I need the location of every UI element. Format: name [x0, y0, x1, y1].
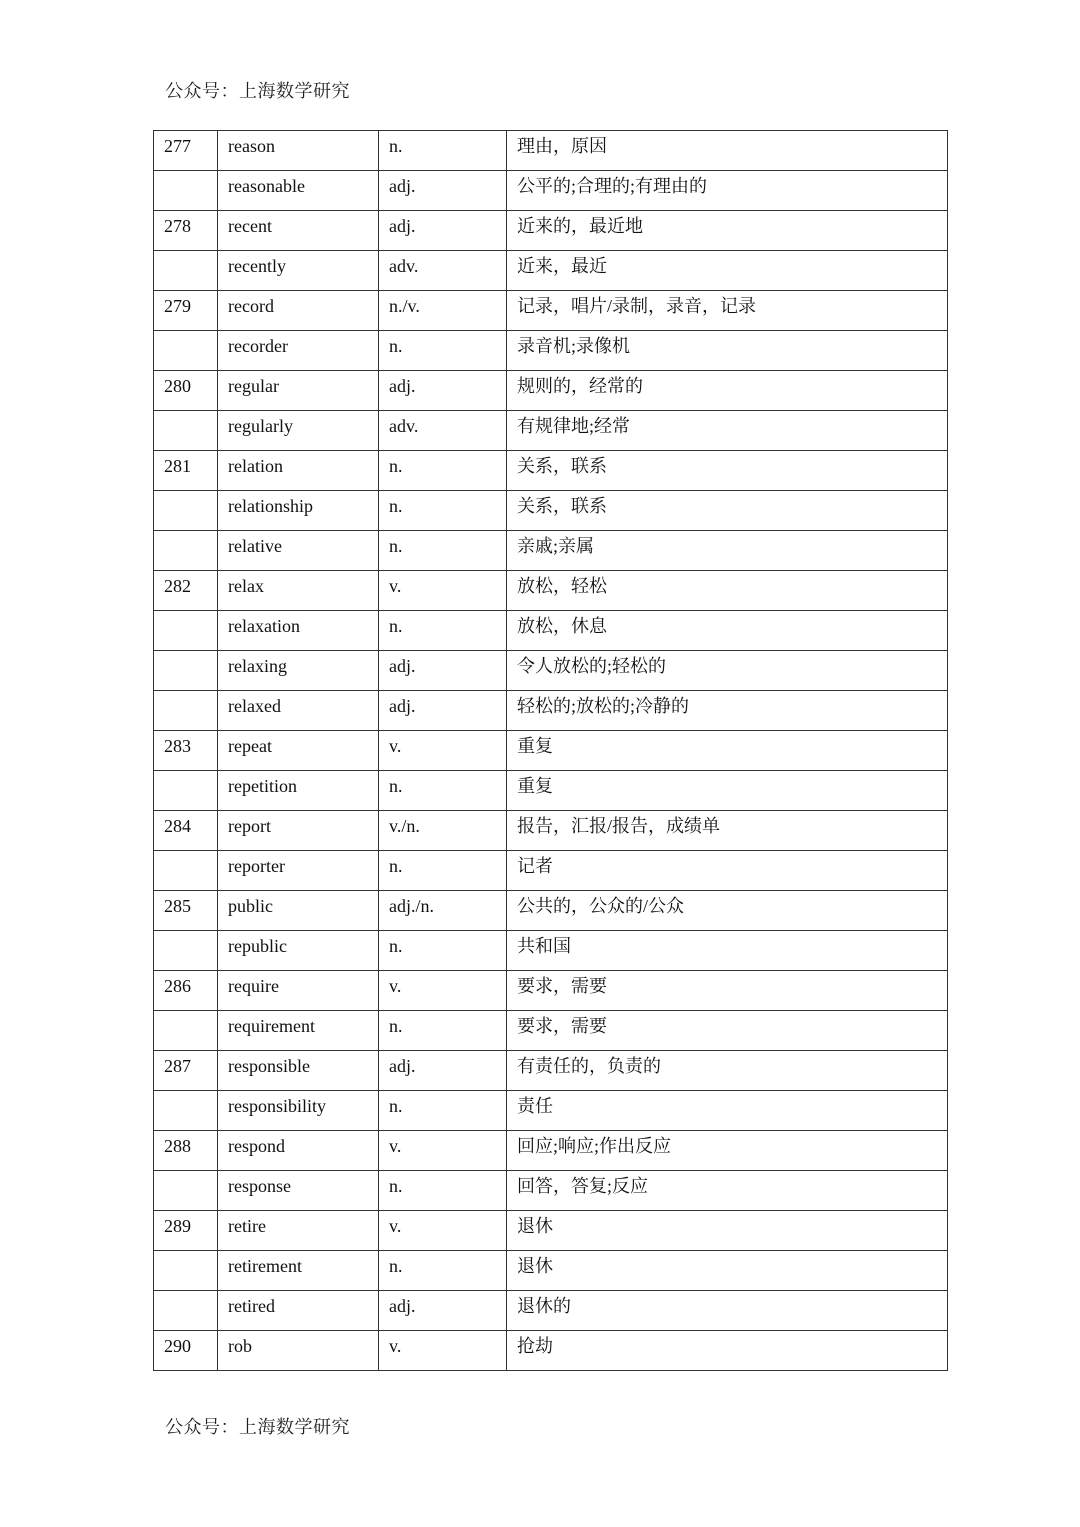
page-footer: 公众号：上海数学研究	[165, 1417, 350, 1437]
part-of-speech: adj.	[379, 1291, 507, 1331]
table-row	[154, 1131, 948, 1171]
entry-number: 280	[154, 371, 218, 411]
chinese-meaning: 亲戚;亲属	[507, 531, 948, 571]
table-row	[154, 891, 948, 931]
entry-number	[154, 1291, 218, 1331]
entry-number: 290	[154, 1331, 218, 1371]
english-word: relation	[218, 451, 379, 491]
entry-number	[154, 491, 218, 531]
chinese-meaning: 重复	[507, 771, 948, 811]
english-word: reporter	[218, 851, 379, 891]
chinese-meaning: 记者	[507, 851, 948, 891]
chinese-meaning: 理由，原因	[507, 131, 948, 171]
chinese-meaning: 近来，最近	[507, 251, 948, 291]
chinese-meaning: 共和国	[507, 931, 948, 971]
entry-number: 279	[154, 291, 218, 331]
chinese-meaning: 令人放松的;轻松的	[507, 651, 948, 691]
chinese-meaning: 抢劫	[507, 1331, 948, 1371]
table-row	[154, 1251, 948, 1291]
entry-number: 281	[154, 451, 218, 491]
english-word: recently	[218, 251, 379, 291]
part-of-speech: v.	[379, 1331, 507, 1371]
table-row	[154, 1331, 948, 1371]
english-word: respond	[218, 1131, 379, 1171]
part-of-speech: n.	[379, 611, 507, 651]
table-row	[154, 531, 948, 571]
table-row	[154, 1091, 948, 1131]
part-of-speech: adv.	[379, 251, 507, 291]
entry-number	[154, 931, 218, 971]
table-row	[154, 971, 948, 1011]
chinese-meaning: 放松，休息	[507, 611, 948, 651]
table-row	[154, 611, 948, 651]
table-row	[154, 131, 948, 171]
entry-number	[154, 771, 218, 811]
entry-number: 286	[154, 971, 218, 1011]
english-word: reasonable	[218, 171, 379, 211]
chinese-meaning: 退休	[507, 1251, 948, 1291]
part-of-speech: n.	[379, 1171, 507, 1211]
part-of-speech: adj.	[379, 211, 507, 251]
entry-number: 278	[154, 211, 218, 251]
english-word: public	[218, 891, 379, 931]
part-of-speech: adj.	[379, 171, 507, 211]
part-of-speech: adj./n.	[379, 891, 507, 931]
part-of-speech: n.	[379, 931, 507, 971]
chinese-meaning: 重复	[507, 731, 948, 771]
part-of-speech: v.	[379, 971, 507, 1011]
english-word: retire	[218, 1211, 379, 1251]
part-of-speech: adj.	[379, 1051, 507, 1091]
english-word: repetition	[218, 771, 379, 811]
chinese-meaning: 有规律地;经常	[507, 411, 948, 451]
english-word: rob	[218, 1331, 379, 1371]
part-of-speech: n.	[379, 1011, 507, 1051]
chinese-meaning: 近来的，最近地	[507, 211, 948, 251]
english-word: report	[218, 811, 379, 851]
entry-number	[154, 611, 218, 651]
table-row	[154, 1171, 948, 1211]
english-word: republic	[218, 931, 379, 971]
english-word: repeat	[218, 731, 379, 771]
entry-number	[154, 651, 218, 691]
part-of-speech: v.	[379, 1131, 507, 1171]
table-row	[154, 171, 948, 211]
table-row	[154, 691, 948, 731]
chinese-meaning: 关系，联系	[507, 491, 948, 531]
entry-number	[154, 411, 218, 451]
entry-number	[154, 251, 218, 291]
table-row	[154, 651, 948, 691]
table-row	[154, 771, 948, 811]
vocabulary-table	[153, 130, 948, 1371]
entry-number	[154, 691, 218, 731]
chinese-meaning: 放松，轻松	[507, 571, 948, 611]
entry-number: 283	[154, 731, 218, 771]
table-row	[154, 411, 948, 451]
chinese-meaning: 规则的，经常的	[507, 371, 948, 411]
table-row	[154, 931, 948, 971]
part-of-speech: n.	[379, 1251, 507, 1291]
entry-number	[154, 331, 218, 371]
table-row	[154, 851, 948, 891]
english-word: regular	[218, 371, 379, 411]
english-word: require	[218, 971, 379, 1011]
table-row	[154, 291, 948, 331]
chinese-meaning: 关系，联系	[507, 451, 948, 491]
part-of-speech: n.	[379, 491, 507, 531]
chinese-meaning: 责任	[507, 1091, 948, 1131]
table-row	[154, 1051, 948, 1091]
entry-number: 285	[154, 891, 218, 931]
part-of-speech: n.	[379, 851, 507, 891]
chinese-meaning: 要求，需要	[507, 1011, 948, 1051]
entry-number	[154, 1251, 218, 1291]
table-row	[154, 1291, 948, 1331]
page-header: 公众号：上海数学研究	[165, 81, 350, 101]
english-word: responsible	[218, 1051, 379, 1091]
table-row	[154, 331, 948, 371]
table-row	[154, 251, 948, 291]
english-word: retirement	[218, 1251, 379, 1291]
table-row	[154, 571, 948, 611]
entry-number: 289	[154, 1211, 218, 1251]
table-row	[154, 1211, 948, 1251]
part-of-speech: adj.	[379, 651, 507, 691]
english-word: relaxing	[218, 651, 379, 691]
entry-number	[154, 851, 218, 891]
part-of-speech: v./n.	[379, 811, 507, 851]
english-word: recent	[218, 211, 379, 251]
part-of-speech: n.	[379, 1091, 507, 1131]
entry-number	[154, 1011, 218, 1051]
entry-number	[154, 531, 218, 571]
english-word: requirement	[218, 1011, 379, 1051]
chinese-meaning: 要求，需要	[507, 971, 948, 1011]
entry-number	[154, 1171, 218, 1211]
chinese-meaning: 回答，答复;反应	[507, 1171, 948, 1211]
part-of-speech: n./v.	[379, 291, 507, 331]
part-of-speech: n.	[379, 531, 507, 571]
part-of-speech: n.	[379, 131, 507, 171]
chinese-meaning: 轻松的;放松的;冷静的	[507, 691, 948, 731]
chinese-meaning: 报告，汇报/报告，成绩单	[507, 811, 948, 851]
chinese-meaning: 回应;响应;作出反应	[507, 1131, 948, 1171]
part-of-speech: n.	[379, 771, 507, 811]
chinese-meaning: 公平的;合理的;有理由的	[507, 171, 948, 211]
english-word: relaxation	[218, 611, 379, 651]
english-word: record	[218, 291, 379, 331]
chinese-meaning: 记录，唱片/录制，录音，记录	[507, 291, 948, 331]
english-word: retired	[218, 1291, 379, 1331]
table-row	[154, 1011, 948, 1051]
english-word: relaxed	[218, 691, 379, 731]
english-word: responsibility	[218, 1091, 379, 1131]
entry-number: 284	[154, 811, 218, 851]
part-of-speech: adj.	[379, 691, 507, 731]
english-word: relative	[218, 531, 379, 571]
table-row	[154, 451, 948, 491]
part-of-speech: n.	[379, 451, 507, 491]
english-word: relax	[218, 571, 379, 611]
part-of-speech: v.	[379, 571, 507, 611]
chinese-meaning: 公共的，公众的/公众	[507, 891, 948, 931]
entry-number: 287	[154, 1051, 218, 1091]
english-word: reason	[218, 131, 379, 171]
english-word: response	[218, 1171, 379, 1211]
table-row	[154, 811, 948, 851]
english-word: relationship	[218, 491, 379, 531]
part-of-speech: v.	[379, 731, 507, 771]
table-row	[154, 211, 948, 251]
chinese-meaning: 录音机;录像机	[507, 331, 948, 371]
table-row	[154, 491, 948, 531]
english-word: recorder	[218, 331, 379, 371]
part-of-speech: adv.	[379, 411, 507, 451]
chinese-meaning: 有责任的，负责的	[507, 1051, 948, 1091]
entry-number	[154, 171, 218, 211]
entry-number	[154, 1091, 218, 1131]
entry-number: 282	[154, 571, 218, 611]
entry-number: 288	[154, 1131, 218, 1171]
chinese-meaning: 退休的	[507, 1291, 948, 1331]
part-of-speech: adj.	[379, 371, 507, 411]
english-word: regularly	[218, 411, 379, 451]
table-row	[154, 371, 948, 411]
vocabulary-table-body	[154, 131, 948, 1371]
table-row	[154, 731, 948, 771]
entry-number: 277	[154, 131, 218, 171]
part-of-speech: n.	[379, 331, 507, 371]
part-of-speech: v.	[379, 1211, 507, 1251]
chinese-meaning: 退休	[507, 1211, 948, 1251]
